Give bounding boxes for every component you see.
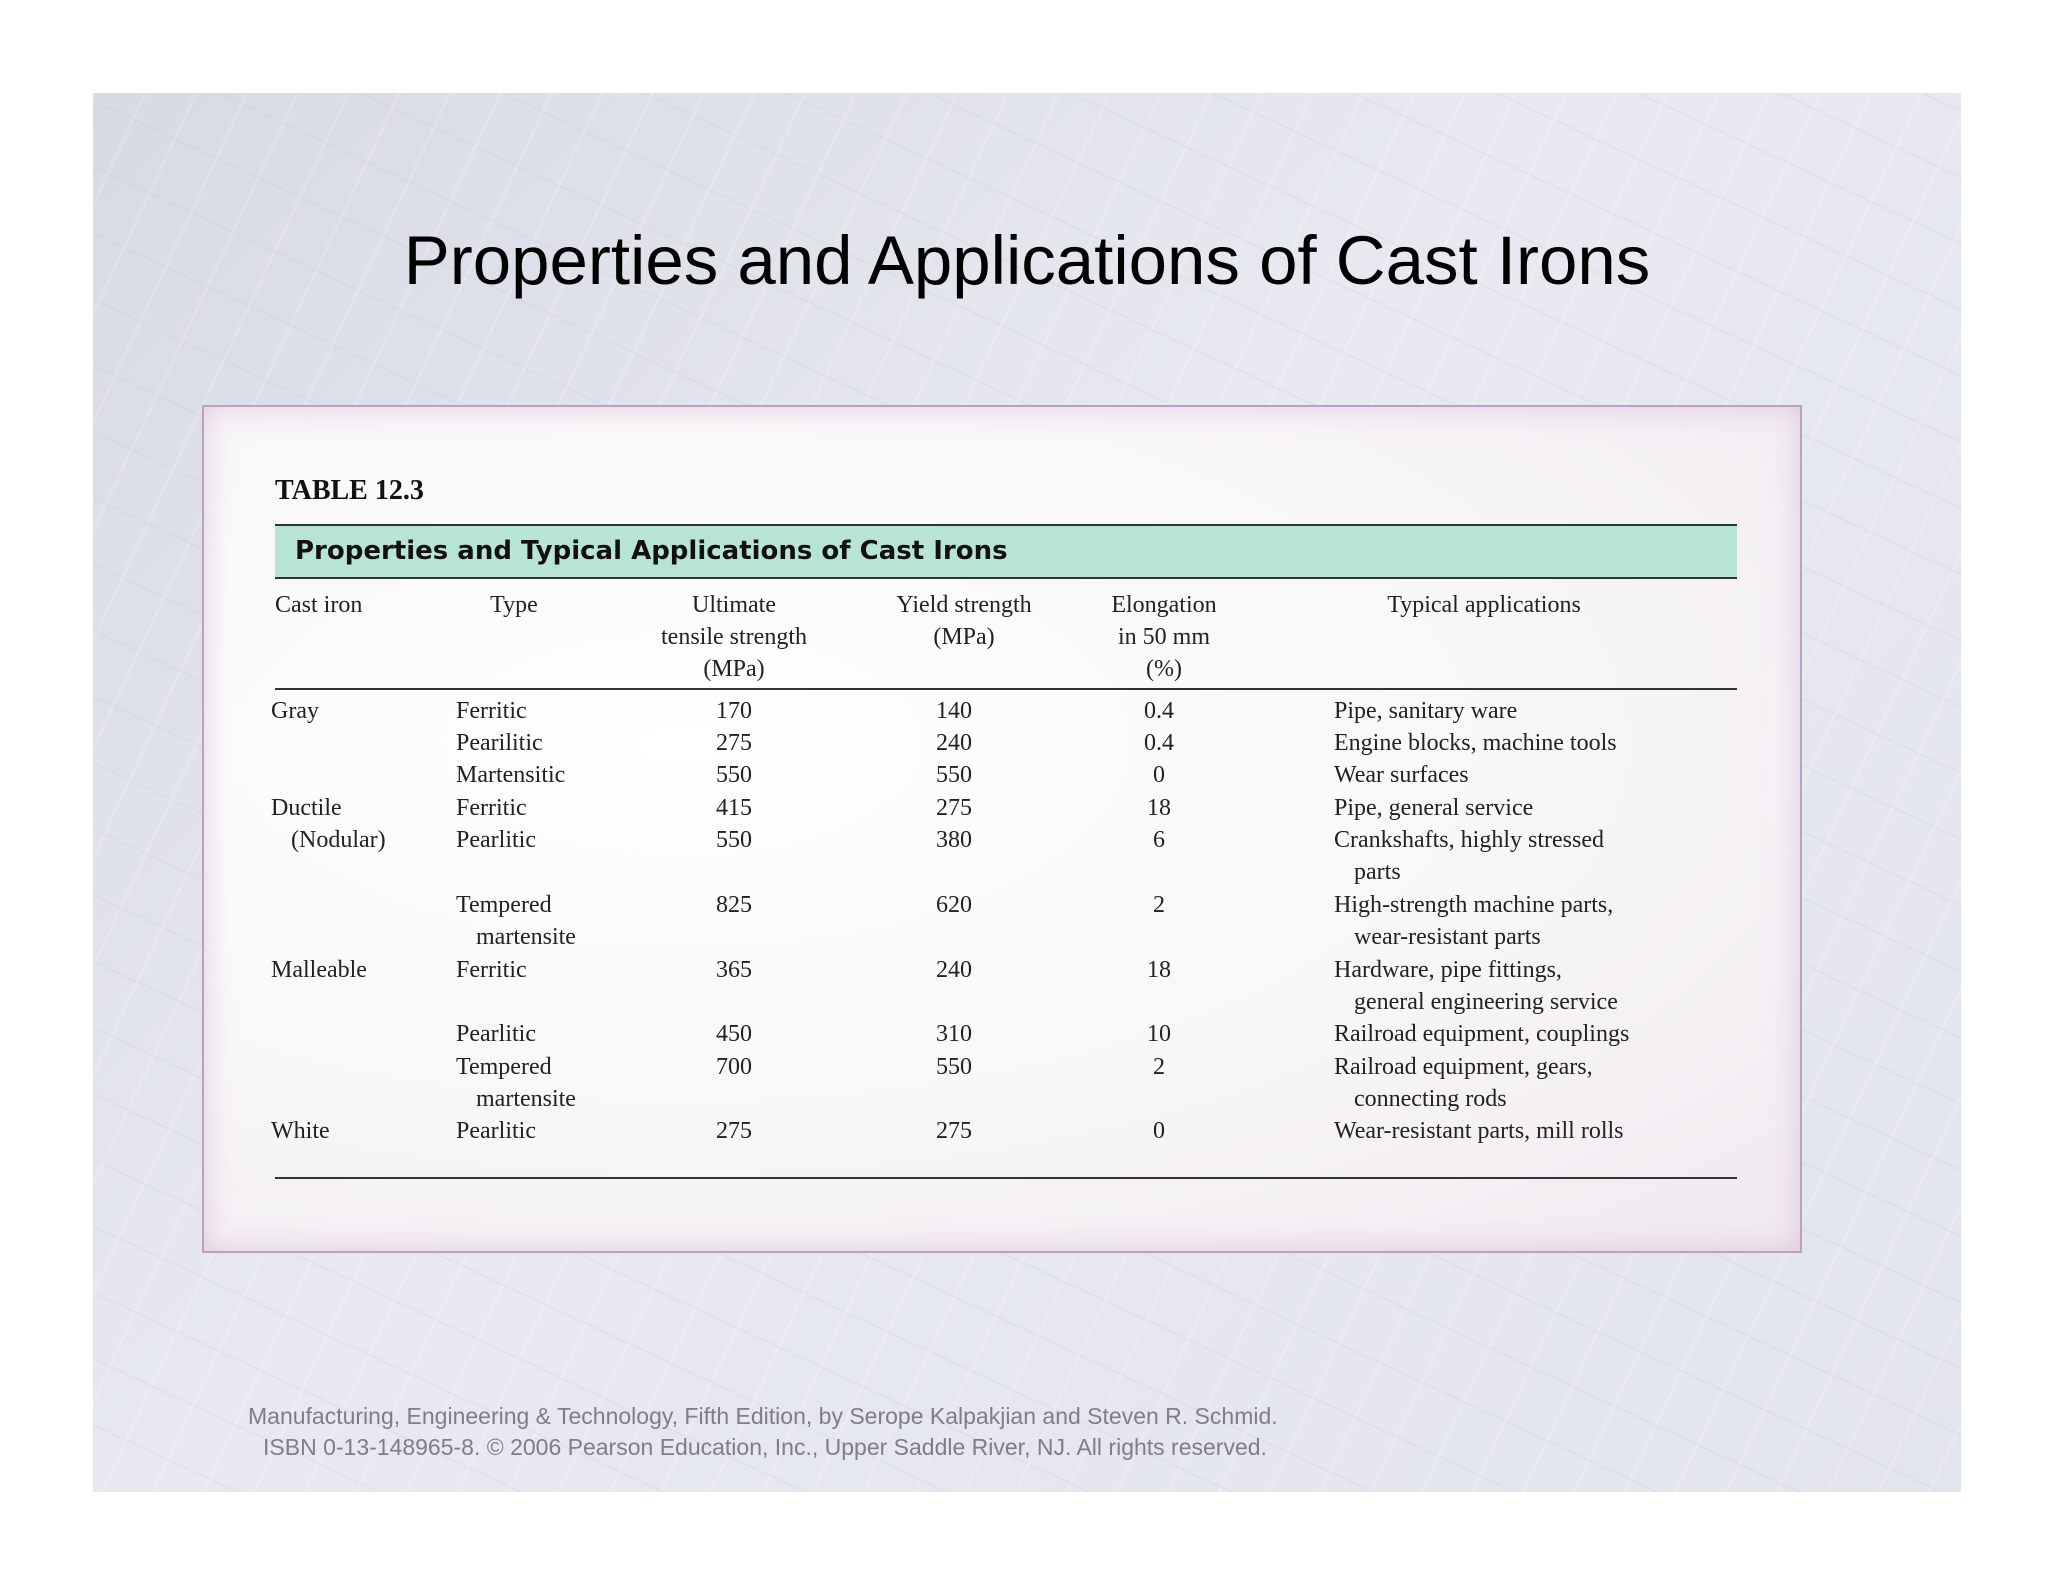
header-cast-iron-line: Cast iron xyxy=(275,592,363,618)
cell-type: Pearilitic xyxy=(456,730,543,756)
cell-yield: 310 xyxy=(936,1021,972,1047)
header-yield-line-2: (MPa) xyxy=(933,624,995,650)
cell-yield: 275 xyxy=(936,795,972,821)
header-type xyxy=(424,589,604,621)
header-elong-line-3: (%) xyxy=(1146,656,1182,682)
cell-applications: Hardware, pipe fittings, xyxy=(1334,957,1562,983)
cell-cast-iron: Ductile xyxy=(271,795,342,821)
cell-yield: 140 xyxy=(936,698,972,724)
header-uts-line-2: tensile strength xyxy=(661,624,807,650)
cell-type: Pearlitic xyxy=(456,1118,536,1144)
cell-yield: 240 xyxy=(936,730,972,756)
bottom-rule xyxy=(275,1177,1737,1179)
cell-applications: Pipe, sanitary ware xyxy=(1334,698,1518,724)
header-yield-line-1: Yield strength xyxy=(896,592,1032,618)
header-uts-line-1: Ultimate xyxy=(692,592,776,618)
header-cast-iron xyxy=(275,589,395,621)
cell-yield: 240 xyxy=(936,957,972,983)
cell-cast-iron: Gray xyxy=(271,698,319,724)
cell-elongation: 0 xyxy=(1153,762,1165,788)
header-typical-applications xyxy=(1334,589,1634,621)
cell-elongation: 18 xyxy=(1147,957,1171,983)
cell-applications: Wear surfaces xyxy=(1334,762,1469,788)
cell-elongation: 2 xyxy=(1153,1054,1165,1080)
cell-type: Pearlitic xyxy=(456,827,536,853)
cell-elongation: 0 xyxy=(1153,1118,1165,1144)
table-caption-bar xyxy=(275,524,1737,579)
header-ultimate-tensile-strength xyxy=(624,589,844,685)
cell-cast-iron: White xyxy=(271,1118,330,1144)
cell-elongation: 10 xyxy=(1147,1021,1171,1047)
cell-applications: Engine blocks, machine tools xyxy=(1334,730,1617,756)
cell-uts: 275 xyxy=(716,730,752,756)
cell-applications: Wear-resistant parts, mill rolls xyxy=(1334,1118,1624,1144)
header-elongation xyxy=(1084,589,1244,685)
slide xyxy=(93,93,1961,1492)
cell-elongation: 6 xyxy=(1153,827,1165,853)
cell-yield: 620 xyxy=(936,892,972,918)
cell-type: Martensitic xyxy=(456,762,566,788)
cell-yield: 550 xyxy=(936,762,972,788)
cell-type: Ferritic xyxy=(456,795,527,821)
header-elong-line-2: in 50 mm xyxy=(1117,624,1210,650)
cell-applications: Crankshafts, highly stressed xyxy=(1334,827,1604,853)
cell-elongation: 18 xyxy=(1147,795,1171,821)
cell-uts: 365 xyxy=(716,957,752,983)
cell-cast-iron: Malleable xyxy=(271,957,367,983)
cell-type: Tempered xyxy=(456,1054,552,1080)
cell-type: Ferritic xyxy=(456,698,527,724)
cell-type: Ferritic xyxy=(456,957,527,983)
cell-applications-cont: wear-resistant parts xyxy=(1354,924,1541,950)
header-rule xyxy=(275,688,1737,690)
table-number: TABLE 12.3 xyxy=(275,475,424,506)
cell-uts: 825 xyxy=(716,892,752,918)
table-figure xyxy=(202,405,1802,1253)
cell-elongation: 0.4 xyxy=(1144,730,1174,756)
cell-uts: 550 xyxy=(716,827,752,853)
cell-yield: 550 xyxy=(936,1054,972,1080)
cell-elongation: 2 xyxy=(1153,892,1165,918)
table-caption: Properties and Typical Applications of Cast Irons xyxy=(295,536,1008,566)
cell-cast-iron: (Nodular) xyxy=(291,827,386,853)
cell-applications: Railroad equipment, couplings xyxy=(1334,1021,1630,1047)
cell-type: Pearlitic xyxy=(456,1021,536,1047)
cell-type: Tempered xyxy=(456,892,552,918)
footer-copyright: ISBN 0-13-148965-8. © 2006 Pearson Education, Inc., Upper Saddle River, NJ. All rights reserved. xyxy=(263,1434,1267,1460)
cell-applications: Pipe, general service xyxy=(1334,795,1534,821)
header-uts-line-3: (MPa) xyxy=(703,656,765,682)
cell-applications-cont: parts xyxy=(1354,859,1401,885)
footer-citation: Manufacturing, Engineering & Technology, Fifth Edition, by Serope Kalpakjian and Steven R. Schmid. xyxy=(248,1403,1278,1429)
slide-title: Properties and Applications of Cast Irons xyxy=(403,222,1651,299)
cell-yield: 380 xyxy=(936,827,972,853)
cell-uts: 275 xyxy=(716,1118,752,1144)
cell-yield: 275 xyxy=(936,1118,972,1144)
cell-uts: 450 xyxy=(716,1021,752,1047)
header-yield-strength xyxy=(864,589,1064,653)
cell-applications: Railroad equipment, gears, xyxy=(1334,1054,1593,1080)
cell-applications: High-strength machine parts, xyxy=(1334,892,1614,918)
cell-uts: 170 xyxy=(716,698,752,724)
cell-type-cont: martensite xyxy=(476,924,576,950)
cell-elongation: 0.4 xyxy=(1144,698,1174,724)
cell-uts: 415 xyxy=(716,795,752,821)
header-elong-line-1: Elongation xyxy=(1111,592,1217,618)
cell-applications-cont: connecting rods xyxy=(1354,1086,1507,1112)
cell-applications-cont: general engineering service xyxy=(1354,989,1618,1015)
cell-uts: 550 xyxy=(716,762,752,788)
header-apps-line: Typical applications xyxy=(1387,592,1581,618)
cell-type-cont: martensite xyxy=(476,1086,576,1112)
cell-uts: 700 xyxy=(716,1054,752,1080)
header-type-line: Type xyxy=(490,592,538,618)
